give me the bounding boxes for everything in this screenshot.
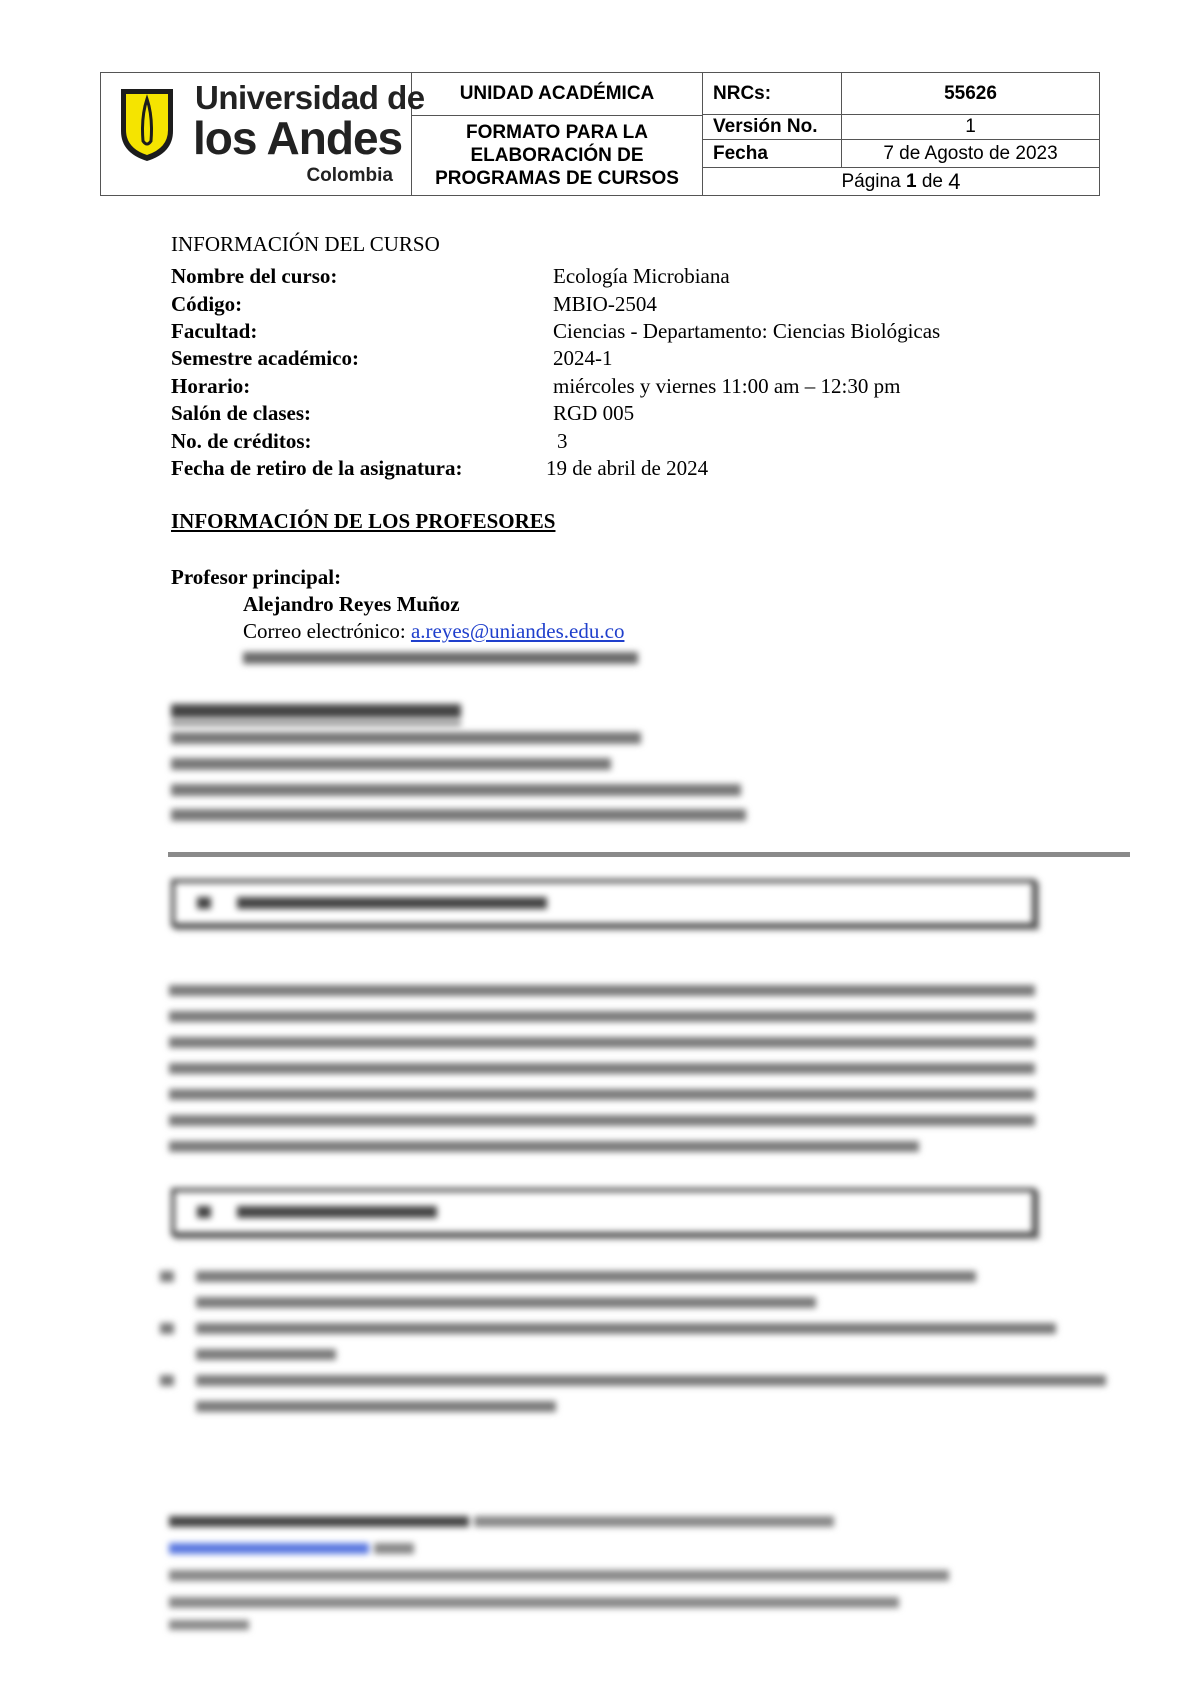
blurred-office-hours — [243, 646, 643, 676]
meta-cell — [703, 73, 1099, 195]
blurred-monitor-line — [171, 803, 751, 834]
row-value: miércoles y viernes 11:00 am – 12:30 pm — [553, 373, 901, 398]
professors-section-title: INFORMACIÓN DE LOS PROFESORES — [171, 509, 556, 533]
university-logo — [101, 73, 425, 195]
version-value: 1 — [842, 115, 1099, 140]
row-label: Nombre del curso: — [171, 264, 338, 289]
section-divider — [168, 852, 1130, 857]
email-label: Correo electrónico: — [243, 619, 406, 643]
section-box-objectives — [171, 1188, 1036, 1236]
email-link[interactable]: a.reyes@uniandes.edu.co — [410, 619, 625, 643]
blurred-monitor-info — [171, 700, 751, 817]
row-value: 3 — [557, 428, 568, 453]
row-label: Salón de clases: — [171, 401, 312, 426]
course-info-list — [171, 263, 940, 482]
section-box-description — [171, 879, 1036, 927]
row-label: Semestre académico: — [171, 346, 359, 371]
course-row — [171, 455, 940, 482]
row-label: Facultad: — [171, 318, 258, 343]
logo-text-line1: Universidad de — [195, 79, 425, 116]
row-value: 2024-1 — [553, 346, 613, 371]
page-total: 4 — [948, 168, 961, 194]
blurred-text-line — [243, 646, 643, 670]
page-indicator — [703, 168, 1099, 195]
course-row — [171, 373, 940, 400]
main-professor-label: Profesor principal: — [171, 565, 342, 589]
fecha-label: Fecha — [703, 140, 842, 168]
row-label: Horario: — [171, 373, 251, 398]
row-label: No. de créditos: — [171, 428, 312, 453]
blurred-objectives-list — [160, 1264, 1110, 1420]
blurred-paragraph-block — [169, 978, 1035, 1160]
row-value: MBIO-2504 — [553, 291, 657, 316]
fecha-value: 7 de Agosto de 2023 — [842, 140, 1099, 168]
logo-text-line2: los Andes — [193, 112, 403, 164]
professor-email-line — [243, 619, 624, 644]
blurred-heading — [197, 893, 557, 913]
course-row — [171, 318, 940, 345]
page-number: 1 — [905, 170, 917, 192]
row-value: Ciencias - Departamento: Ciencias Biológicas — [553, 318, 941, 343]
blurred-text-line — [171, 803, 751, 827]
unit-label: UNIDAD ACADÉMICA — [412, 73, 702, 116]
row-value: Ecología Microbiana — [553, 264, 730, 289]
blurred-footer-block — [169, 1508, 969, 1633]
row-label: Fecha de retiro de la asignatura: — [171, 455, 463, 480]
page-prefix: Página — [841, 170, 901, 192]
course-row — [171, 263, 940, 290]
course-row — [171, 345, 940, 372]
document-header-table — [100, 72, 1100, 196]
shield-icon — [117, 85, 177, 163]
blurred-footer — [169, 1508, 969, 1641]
row-value: RGD 005 — [553, 401, 635, 426]
blurred-heading — [197, 1202, 457, 1222]
course-row — [171, 400, 940, 427]
nrcs-label: NRCs: — [703, 73, 842, 115]
blurred-description-paragraph — [169, 978, 1035, 1166]
format-title: FORMATO PARA LA ELABORACIÓN DE PROGRAMAS DE CURSOS — [435, 122, 679, 189]
blurred-list-block — [160, 1264, 1110, 1414]
unit-cell — [412, 73, 703, 195]
row-label: Código: — [171, 291, 243, 316]
course-row — [171, 427, 940, 454]
professor-name: Alejandro Reyes Muñoz — [243, 592, 460, 616]
course-section-title: INFORMACIÓN DEL CURSO — [171, 232, 440, 256]
course-row — [171, 290, 940, 317]
page-mid: de — [921, 170, 943, 192]
row-value: 19 de abril de 2024 — [546, 455, 709, 480]
blurred-monitor-block — [171, 700, 751, 810]
version-label: Versión No. — [703, 115, 842, 140]
nrcs-value: 55626 — [842, 73, 1099, 115]
logo-text-line3: Colombia — [306, 165, 393, 186]
